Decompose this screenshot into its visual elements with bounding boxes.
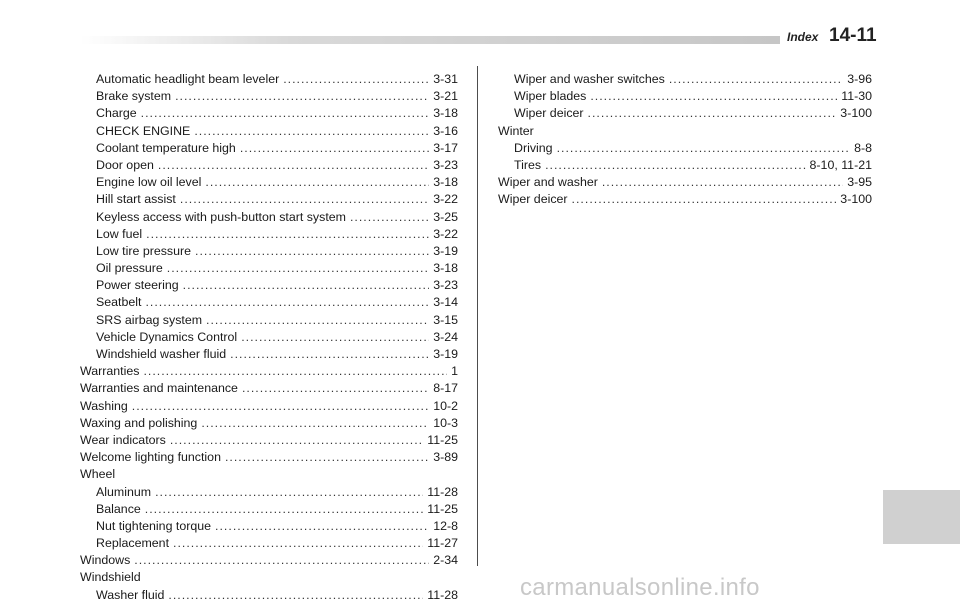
index-page-ref: 3-22 bbox=[433, 192, 458, 207]
index-page-ref: 3-89 bbox=[433, 450, 458, 465]
dot-leader bbox=[205, 174, 429, 191]
dot-leader bbox=[143, 363, 447, 380]
dot-leader bbox=[283, 71, 429, 88]
index-page-ref: 3-16 bbox=[433, 123, 458, 138]
index-entry bbox=[80, 518, 458, 535]
index-term: Seatbelt bbox=[96, 295, 142, 310]
index-term: Warranties and maintenance bbox=[80, 381, 238, 396]
dot-leader bbox=[201, 415, 429, 432]
index-term: Door open bbox=[96, 157, 154, 172]
index-term: Brake system bbox=[96, 89, 172, 104]
index-page-ref: 8-17 bbox=[433, 381, 458, 396]
index-term: Driving bbox=[514, 140, 553, 155]
index-page-ref: 3-21 bbox=[433, 89, 458, 104]
index-entry bbox=[498, 105, 872, 122]
index-term: Wheel bbox=[80, 467, 116, 482]
index-entry bbox=[80, 157, 458, 174]
index-term: Nut tightening torque bbox=[96, 518, 212, 533]
index-entry bbox=[498, 88, 872, 105]
dot-leader bbox=[141, 105, 430, 122]
dot-leader bbox=[173, 535, 423, 552]
index-page-ref: 3-24 bbox=[433, 329, 458, 344]
index-page-ref: 8-8 bbox=[854, 140, 872, 155]
index-page-ref: 1 bbox=[451, 364, 458, 379]
index-term: Waxing and polishing bbox=[80, 415, 198, 430]
index-entry bbox=[80, 88, 458, 105]
index-entry bbox=[80, 329, 458, 346]
dot-leader bbox=[590, 88, 837, 105]
index-entry bbox=[80, 363, 458, 380]
index-page-ref: 11-28 bbox=[427, 484, 458, 499]
dot-leader bbox=[183, 277, 430, 294]
index-page-ref: 3-23 bbox=[433, 278, 458, 293]
index-term: Windows bbox=[80, 553, 131, 568]
dot-leader bbox=[180, 191, 429, 208]
index-page-ref: 11-25 bbox=[427, 432, 458, 447]
header-section-title: Index bbox=[787, 30, 819, 44]
index-page-ref: 3-100 bbox=[840, 192, 872, 207]
index-term: Wiper blades bbox=[514, 89, 587, 104]
dot-leader bbox=[146, 226, 429, 243]
dot-leader bbox=[195, 243, 429, 260]
index-entry bbox=[80, 449, 458, 466]
index-heading bbox=[80, 569, 458, 586]
index-entry bbox=[80, 535, 458, 552]
index-term: Replacement bbox=[96, 536, 170, 551]
index-page-ref: 3-18 bbox=[433, 175, 458, 190]
watermark: carmanualsonline.info bbox=[520, 574, 760, 601]
index-term: Warranties bbox=[80, 364, 140, 379]
index-term: Power steering bbox=[96, 278, 179, 293]
index-term: Vehicle Dynamics Control bbox=[96, 329, 238, 344]
dot-leader bbox=[545, 157, 805, 174]
index-term: Wiper and washer bbox=[498, 175, 598, 190]
dot-leader bbox=[557, 140, 851, 157]
dot-leader bbox=[230, 346, 429, 363]
dot-leader bbox=[132, 398, 429, 415]
dot-leader bbox=[215, 518, 429, 535]
dot-leader bbox=[194, 123, 429, 140]
index-page-ref: 3-96 bbox=[847, 72, 872, 86]
index-entry bbox=[80, 501, 458, 518]
index-page-ref: 3-15 bbox=[433, 312, 458, 327]
dot-leader bbox=[158, 157, 429, 174]
index-entry bbox=[498, 140, 872, 157]
index-term: CHECK ENGINE bbox=[96, 123, 191, 138]
dot-leader bbox=[588, 105, 837, 122]
dot-leader bbox=[669, 71, 843, 88]
index-term: Aluminum bbox=[96, 484, 152, 499]
index-page-ref: 3-95 bbox=[847, 175, 872, 190]
index-term: Balance bbox=[96, 501, 141, 516]
index-page-ref: 3-18 bbox=[433, 261, 458, 276]
index-term: Washing bbox=[80, 398, 128, 413]
index-term: Wear indicators bbox=[80, 432, 166, 447]
index-page-ref: 3-19 bbox=[433, 243, 458, 258]
index-entry bbox=[80, 260, 458, 277]
index-term: Washer fluid bbox=[96, 587, 165, 602]
index-term: Winter bbox=[498, 123, 534, 138]
index-page-ref: 11-28 bbox=[427, 587, 458, 602]
index-column-left bbox=[80, 71, 458, 604]
index-page-ref: 3-23 bbox=[433, 157, 458, 172]
index-entry bbox=[80, 105, 458, 122]
index-entry bbox=[498, 191, 872, 208]
dot-leader bbox=[350, 209, 429, 226]
dot-leader bbox=[167, 260, 429, 277]
dot-leader bbox=[242, 380, 429, 397]
index-entry bbox=[80, 415, 458, 432]
dot-leader bbox=[175, 88, 429, 105]
thumb-index-tab bbox=[883, 490, 960, 544]
index-entry bbox=[80, 123, 458, 140]
index-page-ref: 11-30 bbox=[841, 89, 872, 104]
index-page-ref: 11-27 bbox=[427, 536, 458, 551]
index-term: Welcome lighting function bbox=[80, 450, 221, 465]
dot-leader bbox=[155, 484, 423, 501]
index-term: Windshield washer fluid bbox=[96, 347, 227, 361]
dot-leader bbox=[206, 312, 429, 329]
index-term: Automatic headlight beam leveler bbox=[96, 72, 280, 86]
dot-leader bbox=[168, 587, 423, 604]
index-heading bbox=[80, 466, 458, 483]
index-term: Coolant temperature high bbox=[96, 140, 236, 155]
index-entry bbox=[80, 294, 458, 311]
index-entry bbox=[80, 71, 458, 88]
dot-leader bbox=[145, 294, 429, 311]
index-entry bbox=[80, 140, 458, 157]
index-entry bbox=[80, 174, 458, 191]
dot-leader bbox=[572, 191, 837, 208]
index-term: Windshield bbox=[80, 570, 141, 585]
column-divider bbox=[477, 66, 478, 566]
dot-leader bbox=[134, 552, 429, 569]
index-term: SRS airbag system bbox=[96, 312, 203, 327]
index-term: Charge bbox=[96, 106, 137, 121]
index-entry bbox=[80, 243, 458, 260]
index-term: Tires bbox=[514, 157, 542, 172]
dot-leader bbox=[602, 174, 843, 191]
index-term: Keyless access with push-button start system bbox=[96, 209, 346, 224]
dot-leader bbox=[145, 501, 423, 518]
index-entry bbox=[80, 398, 458, 415]
index-term: Hill start assist bbox=[96, 192, 176, 207]
index-entry bbox=[498, 71, 872, 88]
index-heading bbox=[498, 123, 872, 140]
index-page-ref: 3-22 bbox=[433, 226, 458, 241]
index-page-ref: 12-8 bbox=[433, 518, 458, 533]
index-term: Wiper and washer switches bbox=[514, 72, 665, 86]
index-entry bbox=[80, 432, 458, 449]
index-term: Low fuel bbox=[96, 226, 143, 241]
header-page-number: 14-11 bbox=[829, 25, 877, 46]
index-term: Engine low oil level bbox=[96, 175, 202, 190]
index-term: Wiper deicer bbox=[498, 192, 568, 207]
index-page-ref: 3-14 bbox=[433, 295, 458, 310]
index-column-right bbox=[498, 71, 872, 209]
index-page-ref: 11-25 bbox=[427, 501, 458, 516]
index-page-ref: 10-2 bbox=[433, 398, 458, 413]
index-page-ref: 3-31 bbox=[433, 72, 458, 86]
header-bar bbox=[80, 36, 780, 44]
index-entry bbox=[80, 191, 458, 208]
index-term: Low tire pressure bbox=[96, 243, 192, 258]
index-page-ref: 8-10, 11-21 bbox=[809, 157, 872, 172]
dot-leader bbox=[225, 449, 429, 466]
index-page-ref: 3-19 bbox=[433, 347, 458, 361]
dot-leader bbox=[170, 432, 423, 449]
index-entry bbox=[80, 484, 458, 501]
index-entry bbox=[80, 587, 458, 604]
index-entry bbox=[498, 174, 872, 191]
index-entry bbox=[80, 209, 458, 226]
index-page-ref: 3-18 bbox=[433, 106, 458, 121]
index-page-ref: 3-100 bbox=[840, 106, 872, 121]
index-term: Wiper deicer bbox=[514, 106, 584, 121]
index-page-ref: 2-34 bbox=[433, 553, 458, 568]
index-term: Oil pressure bbox=[96, 261, 163, 276]
index-entry bbox=[498, 157, 872, 174]
index-entry bbox=[80, 552, 458, 569]
index-entry bbox=[80, 380, 458, 397]
index-entry bbox=[80, 346, 458, 363]
index-entry bbox=[80, 312, 458, 329]
index-entry bbox=[80, 277, 458, 294]
index-page-ref: 3-17 bbox=[433, 140, 458, 155]
index-entry bbox=[80, 226, 458, 243]
dot-leader bbox=[241, 329, 429, 346]
index-page-ref: 3-25 bbox=[433, 209, 458, 224]
index-page-ref: 10-3 bbox=[433, 415, 458, 430]
dot-leader bbox=[240, 140, 429, 157]
